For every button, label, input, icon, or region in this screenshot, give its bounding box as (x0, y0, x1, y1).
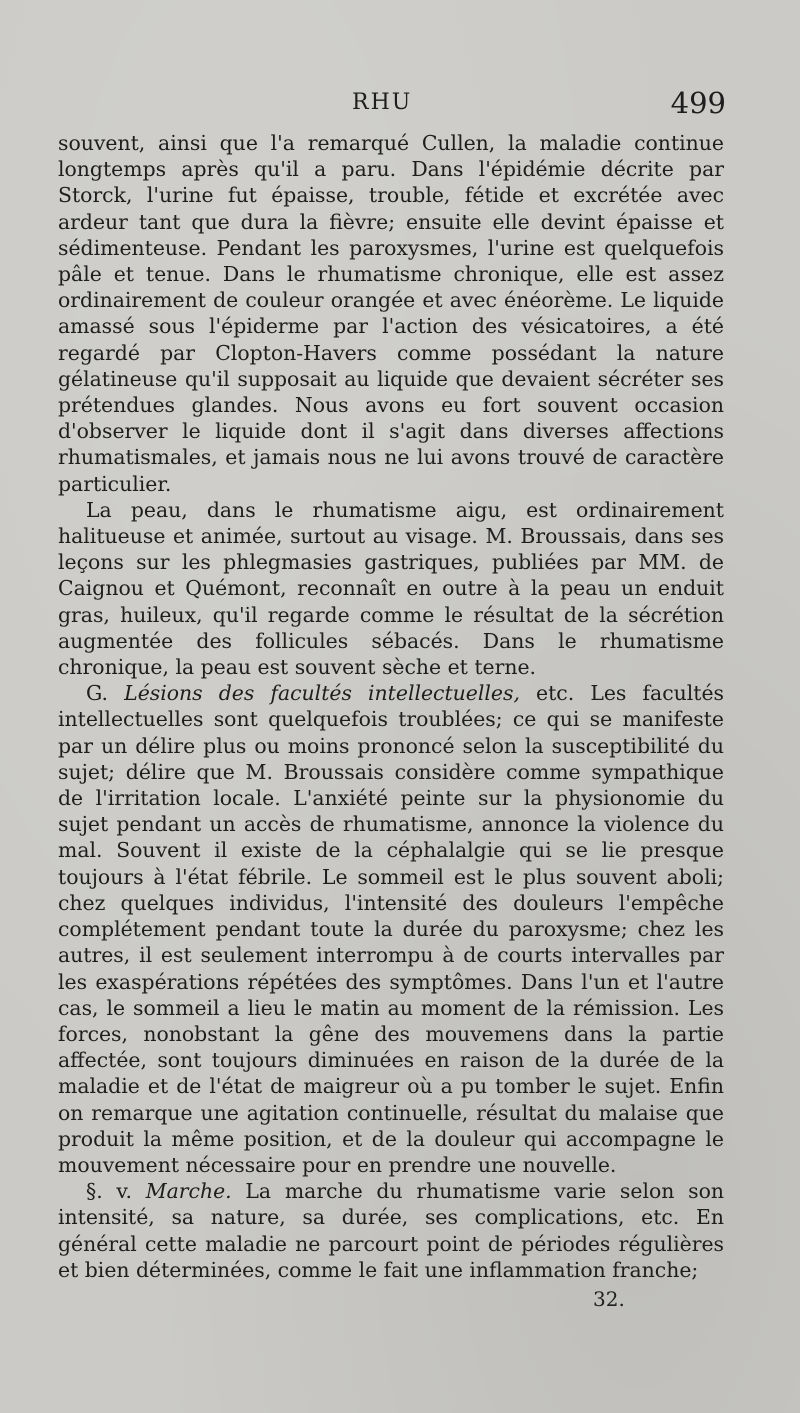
body-text (58, 130, 724, 1283)
paragraph-text: La peau, dans le rhumatisme aigu, est ordinairement halitueuse et animée, surtout au visage. M. Broussais, dans ses leçons sur les phlegmasies gastriques, publiées par MM. de Caignou et Quémont, reconnaît en outre à la peau un enduit gras, huileux, qu'il regarde comme le résultat de la sécrétion augmentée des follicules sébacés. Dans le rhumatisme chronique, la peau est souvent sèche et terne. (58, 497, 724, 680)
paragraph-text: etc. Les facultés intellectuelles sont quelquefois troublées; ce qui se manifeste par un délire plus ou moins prononcé selon la susceptibilité du sujet; délire que M. Broussais considère comme sympathique de l'irritation locale. L'anxiété peinte sur la physionomie du sujet pendant un accès de rhumatisme, annonce la violence du mal. Souvent il existe de la céphalalgie qui se lie presque toujours à l'état fébrile. Le sommeil est le plus souvent aboli; chez quelques individus, l'intensité des douleurs l'empêche complétement pendant toute la durée du paroxysme; chez les autres, il est seulement interrompu à de courts intervalles par les exaspérations répétées des symptômes. Dans l'un et l'autre cas, le sommeil a lieu le matin au moment de la rémission. Les forces, nonobstant la gêne des mouvemens dans la partie affectée, sont toujours diminuées en raison de la durée de la maladie et de l'état de maigreur où a pu tomber le sujet. Enfin on remarque une agitation continuelle, résultat du malaise que produit la même position, et de la douleur qui accompagne le mouvement nécessaire pour en prendre une nouvelle. (58, 681, 724, 1177)
paragraph-marche (58, 1178, 724, 1283)
paragraph-intellectual-faculties (58, 680, 724, 1178)
paragraph-text: La marche du rhumatisme varie selon son intensité, sa nature, sa durée, ses complications, etc. En général cette maladie ne parcourt point de périodes régulières et bien déterminées, comme le fait une inflammation franche; (58, 1179, 724, 1282)
running-head (0, 86, 800, 126)
running-head-title: RHU (352, 90, 413, 115)
section-letter: G. (86, 681, 109, 706)
section-heading-italic: Marche. (145, 1179, 232, 1204)
signature-mark: 32. (593, 1287, 625, 1311)
paragraph-urine (58, 130, 724, 497)
section-heading-italic: Lésions des facultés intellectuelles, (124, 681, 520, 706)
section-number: §. v. (86, 1179, 132, 1204)
paragraph-text: souvent, ainsi que l'a remarqué Cullen, la maladie continue longtemps après qu'il a paru. Dans l'épidémie décrite par Storck, l'urine fut épaisse, trouble, fétide et excrétée avec ardeur tant que dura la fièvre; ensuite elle devint épaisse et sédimenteuse. Pendant les paroxysmes, l'urine est quelquefois pâle et tenue. Dans le rhumatisme chronique, elle est assez ordinairement de couleur orangée et avec énéorème. Le liquide amassé sous l'épiderme par l'action des vésicatoires, a été regardé par Clopton-Havers comme possédant la nature gélatineuse qu'il supposait au liquide que devaient sécréter ses prétendues glandes. Nous avons eu fort souvent occasion d'observer le liquide dont il s'agit dans diverses affections rhumatismales, et jamais nous ne lui avons trouvé de caractère particulier. (58, 131, 724, 496)
paragraph-skin (58, 497, 724, 680)
page-number: 499 (670, 86, 726, 120)
